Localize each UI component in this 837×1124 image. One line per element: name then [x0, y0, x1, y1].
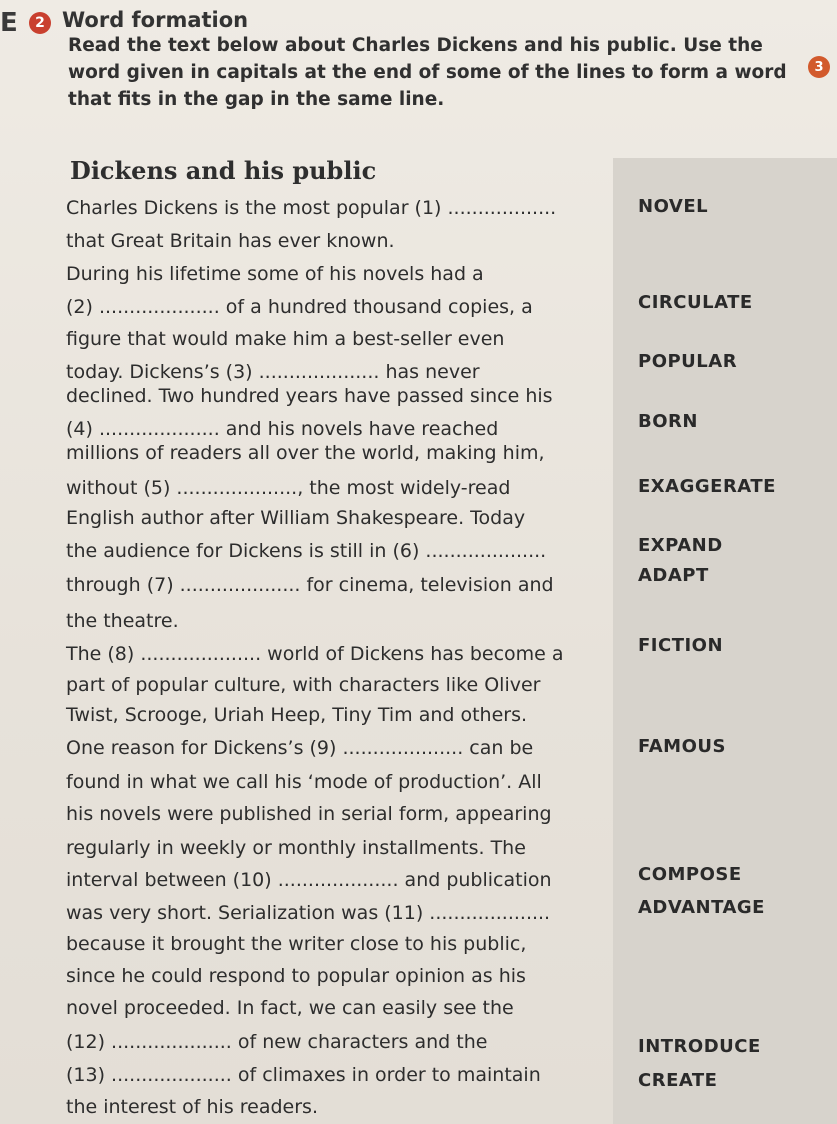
key-word: COMPOSE [638, 864, 742, 885]
text-title: Dickens and his public [70, 156, 377, 185]
text-line: (12) .................... of new characters and the [66, 1031, 488, 1053]
text-line: since he could respond to popular opinion as his [66, 965, 526, 987]
text-line: today. Dickens’s (3) .................... has never [66, 361, 480, 383]
text-line: figure that would make him a best-seller even [66, 328, 505, 350]
key-word: CREATE [638, 1070, 718, 1091]
key-word: EXAGGERATE [638, 476, 776, 497]
text-line: his novels were published in serial form, appearing [66, 803, 552, 825]
text-line: because it brought the writer close to his public, [66, 933, 527, 955]
key-word: INTRODUCE [638, 1036, 761, 1057]
text-line: the interest of his readers. [66, 1096, 318, 1118]
text-line: part of popular culture, with characters like Oliver [66, 674, 541, 696]
section-letter: E [0, 8, 18, 38]
text-line: (13) .................... of climaxes in order to maintain [66, 1064, 541, 1086]
key-word: POPULAR [638, 351, 738, 372]
key-word: FAMOUS [638, 736, 726, 757]
text-line: interval between (10) .................... and publication [66, 869, 552, 891]
key-word: BORN [638, 411, 698, 432]
key-word: ADAPT [638, 565, 709, 586]
exercise-number: 2 [29, 12, 51, 34]
side-badge: 3 [808, 56, 830, 78]
text-line: novel proceeded. In fact, we can easily see the [66, 997, 514, 1019]
instructions: Read the text below about Charles Dickens and his public. Use the word given in capitals at the end of some of the lines to form a word that fits in the gap in the same line. [68, 35, 787, 110]
text-line: One reason for Dickens’s (9) .................... can be [66, 737, 534, 759]
key-word: NOVEL [638, 196, 709, 217]
text-line: Charles Dickens is the most popular (1) .................. [66, 197, 557, 219]
key-word: CIRCULATE [638, 292, 753, 313]
text-line: was very short. Serialization was (11) .................... [66, 902, 551, 924]
text-line: found in what we call his ‘mode of production’. All [66, 771, 542, 793]
text-line: (4) .................... and his novels have reached [66, 418, 499, 440]
key-word: ADVANTAGE [638, 897, 765, 918]
text-line: During his lifetime some of his novels had a [66, 263, 484, 285]
text-line: millions of readers all over the world, making him, [66, 442, 545, 464]
text-line: regularly in weekly or monthly installments. The [66, 837, 526, 859]
text-line: the theatre. [66, 610, 179, 632]
text-line: The (8) .................... world of Dickens has become a [66, 643, 564, 665]
text-line: English author after William Shakespeare. Today [66, 507, 526, 529]
text-line: (2) .................... of a hundred thousand copies, a [66, 296, 533, 318]
key-word: EXPAND [638, 535, 723, 556]
text-line: the audience for Dickens is still in (6) .................... [66, 540, 547, 562]
text-line: that Great Britain has ever known. [66, 230, 395, 252]
key-word: FICTION [638, 635, 724, 656]
text-line: without (5) ...................., the most widely-read [66, 477, 511, 499]
exercise-title: Word formation [62, 8, 249, 32]
text-line: declined. Two hundred years have passed since his [66, 385, 553, 407]
text-line: Twist, Scrooge, Uriah Heep, Tiny Tim and others. [66, 704, 528, 726]
text-line: through (7) .................... for cinema, television and [66, 574, 554, 596]
